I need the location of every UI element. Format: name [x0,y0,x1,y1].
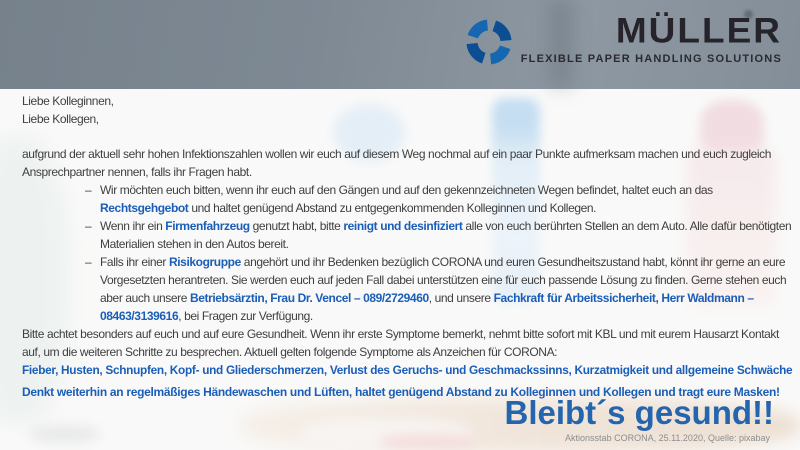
plain-text: Ansprechpartner nennen, falls ihr Fragen habt. [22,165,252,179]
plain-text: Bitte achtet besonders auf euch und auf eure Gesundheit. Wenn ihr erste Symptome bemerkt, nehmt bitte sofort mit KBL und mit eurem Hausarzt Kontakt [22,327,779,341]
highlighted-text: Fachkraft für Arbeitssicherheit, Herr Waldmann – [493,291,754,305]
letter-line [22,343,792,361]
plain-text: Wenn ihr ein [100,219,166,233]
plain-text: Liebe Kolleginnen, [22,94,114,108]
header-banner [0,0,800,89]
highlighted-text: Risikogruppe [168,255,241,269]
letter-line [22,110,792,128]
brand-name: MÜLLER [615,10,782,51]
highlighted-text: reinigt und desinfiziert [343,219,463,233]
plain-text: aber auch unsere [100,291,190,305]
letter-line [22,361,793,379]
plain-text: auf, um die weiteren Schritte zu besprechen. Aktuell gelten folgende Symptome als Anzeichen für CORONA: [22,345,558,359]
letter-body [22,92,792,401]
highlighted-text: Rechtsgehgebot [100,201,189,215]
signoff: Bleibt´s gesund!! [504,394,774,431]
highlighted-text: Betriebsärztin, Frau Dr. Vencel – 089/2729460 [189,291,429,305]
plain-text: Liebe Kollegen, [22,112,99,126]
letter-line [22,145,792,163]
highlighted-text: 08463/3139616 [100,309,179,323]
plain-text: Wir möchten euch bitten, wenn ihr euch auf den Gängen und auf den gekennzeichneten Wegen befindet, haltet euch an das [100,183,713,197]
swirl-icon [463,16,515,68]
plain-text: und haltet genügend Abstand zu entgegenkommenden Kolleginnen und Kollegen. [188,201,597,215]
letter-line [22,199,792,217]
letter-line [22,163,792,181]
brand-tagline: FLEXIBLE PAPER HANDLING SOLUTIONS [520,53,782,65]
plain-text: Fieber, Husten, Schnupfen, Kopf- und Gliederschmerzen, Verlust des Geruchs- und Geschmackssinns, Kurzatmigkeit und allgemeine Schwäche [22,363,793,377]
plain-text: genutzt habt, bitte [249,219,344,233]
plain-text: alle von euch berührten Stellen an dem Auto. Alle dafür benötigten [462,219,792,233]
letter-line [22,235,792,253]
letter-line [22,217,792,235]
letter-line [22,181,792,199]
source-caption: Aktionsstab CORONA, 25.11.2020, Quelle: pixabay [565,433,770,443]
plain-text: , bei Fragen zur Verfügung. [178,309,313,323]
letter-line [22,128,792,145]
letter-line [22,289,792,307]
plain-text: Falls ihr einer [100,255,169,269]
company-logo [463,12,782,68]
logo-text [521,12,782,65]
plain-text: Vorgesetzten herantreten. Sie werden euch auf jeden Fall dabei unterstützen eine für euch passende Lösung zu finden. Gerne stehen euch [100,273,787,287]
letter-line [22,92,792,110]
plain-text: , und unsere [428,291,494,305]
plain-text: Materialien stehen in den Autos bereit. [100,237,289,251]
highlighted-text: Firmenfahrzeug [165,219,250,233]
letter-line [22,253,792,271]
letter-line [22,271,792,289]
letter-line [22,325,792,343]
letter-line [22,307,792,325]
plain-text: Denkt weiterhin an regelmäßiges Händewaschen und Lüften, haltet genügend Abstand zu Kolleginnen und Kollegen und tragt eure Masken! [22,385,780,399]
plain-text: aufgrund der aktuell sehr hohen Infektionszahlen wollen wir euch auf diesem Weg nochmal auf ein paar Punkte aufmerksam machen und euch zugleich [22,147,772,161]
plain-text: angehört und ihr Bedenken bezüglich CORONA und euren Gesundheitszustand habt, könnt ihr gerne an eure [240,255,786,269]
